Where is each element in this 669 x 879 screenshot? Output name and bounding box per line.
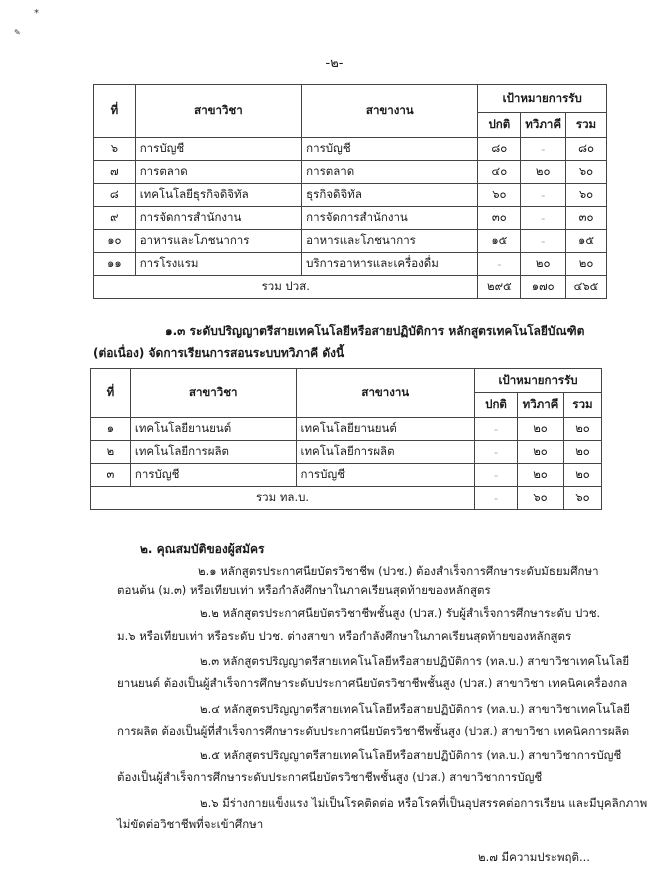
para-2-3-line1: ๒.๓ หลักสูตรปริญญาตรีสายเทคโนโลยีหรือสายปฏิบัติการ (ทล.บ.) สาขาวิชาเทคโนโลยี [200, 654, 630, 668]
table-row: ๗ การตลาด การตลาด ๔๐ ๒๐ ๖๐ [94, 161, 607, 184]
header-target: เป้าหมายการรับ [478, 85, 607, 113]
para-2-5-line1: ๒.๕ หลักสูตรปริญญาตรีสายเทคโนโลยีหรือสายปฏิบัติการ (ทล.บ.) สาขาวิชาการบัญชี [200, 748, 622, 762]
table-bachelor-targets [90, 368, 602, 510]
table-row: ๑๐ อาหารและโภชนาการ อาหารและโภชนาการ ๑๕ - ๑๕ [94, 230, 607, 253]
header-no: ที่ [91, 369, 131, 418]
header-field: สาขางาน [296, 369, 475, 418]
table-row: ๓ การบัญชี การบัญชี - ๒๐ ๒๐ [91, 464, 602, 487]
para-2-2-line2: ม.๖ หรือเทียบเท่า หรือระดับ ปวช. ต่างสาขา หรือกำลังศึกษาในภาคเรียนสุดท้ายของหลักสูตร [117, 629, 572, 643]
header-dual: ทวิภาคี [521, 113, 566, 138]
para-2-4-line2: การผลิต ต้องเป็นผู้ที่สำเร็จการศึกษาระดับประกาศนียบัตรวิชาชีพชั้นสูง (ปวส.) สาขาวิชา เทคนิคการผลิต [117, 724, 630, 738]
para-2-1-line1: ๒.๑ หลักสูตรประกาศนียบัตรวิชาชีพ (ปวช.) ต้องสำเร็จการศึกษาระดับมัธยมศึกษา [198, 564, 599, 578]
section-1-3-line2: (ต่อเนื่อง) จัดการเรียนการสอนระบบทวิภาคี ดังนี้ [93, 346, 345, 360]
header-normal: ปกติ [478, 113, 521, 138]
header-no: ที่ [94, 85, 136, 138]
page-number: -๒- [325, 56, 344, 71]
para-2-6-line1: ๒.๖ มีร่างกายแข็งแรง ไม่เป็นโรคติดต่อ หรือโรคที่เป็นอุปสรรคต่อการเรียน และมีบุคลิกภาพ [200, 796, 648, 810]
para-2-4-line1: ๒.๔ หลักสูตรปริญญาตรีสายเทคโนโลยีหรือสายปฏิบัติการ (ทล.บ.) สาขาวิชาเทคโนโลยี [200, 702, 630, 716]
header-program: สาขาวิชา [135, 85, 301, 138]
total-row: รวม ปวส. ๒๙๕ ๑๗๐ ๔๖๕ [94, 276, 607, 299]
table-row: ๙ การจัดการสำนักงาน การจัดการสำนักงาน ๓๐ - ๓๐ [94, 207, 607, 230]
header-total: รวม [564, 393, 602, 418]
header-target: เป้าหมายการรับ [475, 369, 602, 393]
table-row: ๑๑ การโรงแรม บริการอาหารและเครื่องดื่ม - ๒๐ ๒๐ [94, 253, 607, 276]
para-2-6-line2: ไม่ขัดต่อวิชาชีพที่จะเข้าศึกษา [117, 817, 264, 831]
table-pvs-targets [93, 84, 607, 299]
stray-mark: ✎ [14, 28, 21, 37]
total-row: รวม ทล.บ. - ๖๐ ๖๐ [91, 487, 602, 510]
table-row: ๖ การบัญชี การบัญชี ๘๐ - ๘๐ [94, 138, 607, 161]
para-2-1-line2: ตอนต้น (ม.๓) หรือเทียบเท่า หรือกำลังศึกษาในภาคเรียนสุดท้ายของหลักสูตร [117, 583, 491, 597]
para-2-3-line2: ยานยนต์ ต้องเป็นผู้สำเร็จการศึกษาระดับประกาศนียบัตรวิชาชีพชั้นสูง (ปวส.) สาขาวิชา เทคนิคเครื่องกล [117, 676, 628, 690]
section-1-3-line1: ๑.๓ ระดับปริญญาตรีสายเทคโนโลยีหรือสายปฏิบัติการ หลักสูตรเทคโนโลยีบัณฑิต [165, 324, 585, 338]
header-field: สาขางาน [302, 85, 478, 138]
header-total: รวม [566, 113, 607, 138]
section-2-heading: ๒. คุณสมบัติของผู้สมัคร [140, 542, 265, 556]
continuation-text: ๒.๗ มีความประพฤติ... [478, 850, 590, 864]
table-row: ๘ เทคโนโลยีธุรกิจดิจิทัล ธุรกิจดิจิทัล ๖๐ - ๖๐ [94, 184, 607, 207]
para-2-5-line2: ต้องเป็นผู้สำเร็จการศึกษาระดับประกาศนียบัตรวิชาชีพชั้นสูง (ปวส.) สาขาวิชาการบัญชี [117, 770, 543, 784]
table-row: ๑ เทคโนโลยียานยนต์ เทคโนโลยียานยนต์ - ๒๐ ๒๐ [91, 418, 602, 441]
table-row: ๒ เทคโนโลยีการผลิต เทคโนโลยีการผลิต - ๒๐ ๒๐ [91, 441, 602, 464]
header-dual: ทวิภาคี [518, 393, 564, 418]
header-program: สาขาวิชา [130, 369, 296, 418]
stray-mark: * [34, 8, 39, 19]
para-2-2-line1: ๒.๒ หลักสูตรประกาศนียบัตรวิชาชีพชั้นสูง (ปวส.) รับผู้สำเร็จการศึกษาระดับ ปวช. [200, 606, 601, 620]
header-normal: ปกติ [475, 393, 518, 418]
